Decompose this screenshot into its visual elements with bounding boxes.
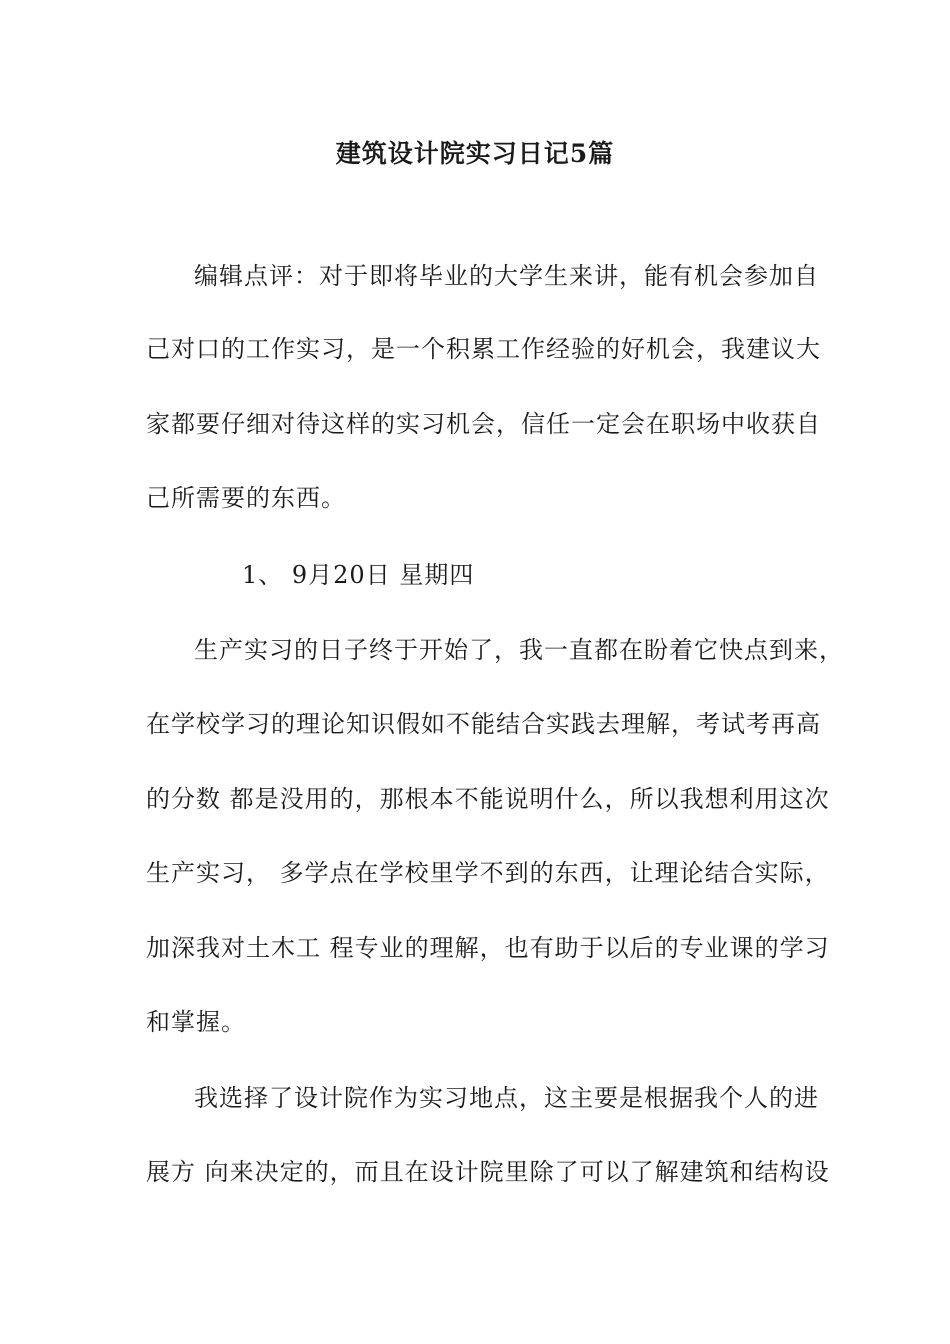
paragraph-line: 生产实习， 多学点在学校里学不到的东西，让理论结合实际，: [146, 859, 830, 887]
entry-heading: 1、 9月20日 星期四: [242, 561, 475, 589]
document-title: 建筑设计院实习日记5篇: [335, 139, 615, 168]
paragraph-line: 和掌握。: [146, 1008, 246, 1036]
paragraph-line: 展方 向来决定的，而且在设计院里除了可以了解建筑和结构设: [146, 1158, 830, 1186]
paragraph-line: 加深我对土木工 程专业的理解，也有助于以后的专业课的学习: [146, 934, 830, 962]
paragraph-line: 的分数 都是没用的，那根本不能说明什么，所以我想利用这次: [146, 785, 830, 813]
paragraph-line: 生产实习的日子终于开始了，我一直都在盼着它快点到来，: [194, 636, 844, 664]
paragraph-line: 家都要仔细对待这样的实习机会，信任一定会在职场中收获自: [146, 410, 821, 438]
paragraph-line: 在学校学习的理论知识假如不能结合实践去理解，考试考再高: [146, 710, 821, 738]
paragraph-line: 我选择了设计院作为实习地点，这主要是根据我个人的进: [194, 1084, 819, 1112]
paragraph-line: 己对口的工作实习，是一个积累工作经验的好机会，我建议大: [146, 335, 821, 363]
paragraph-line: 己所需要的东西。: [146, 484, 346, 512]
paragraph-line: 编辑点评：对于即将毕业的大学生来讲，能有机会参加自: [194, 262, 819, 290]
